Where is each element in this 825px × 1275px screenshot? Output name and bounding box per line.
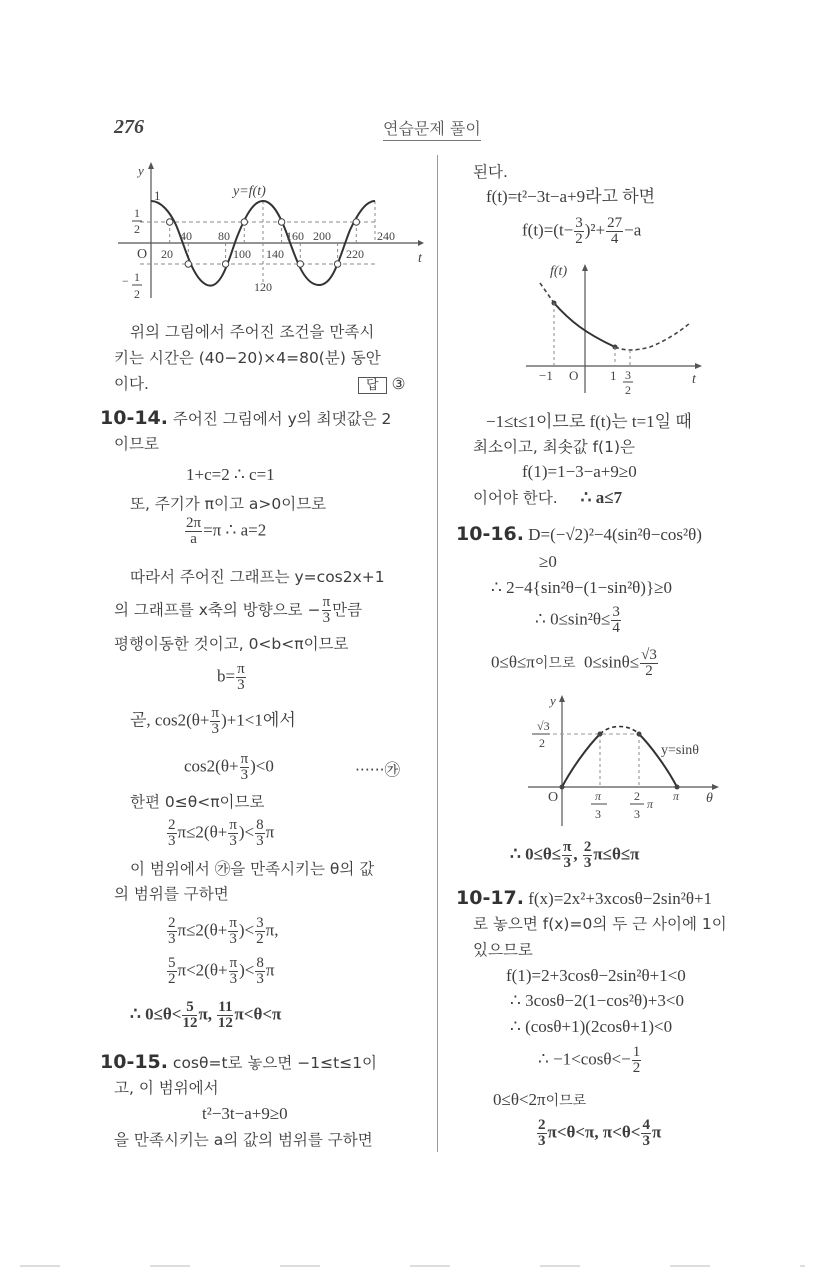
cosine-graph bbox=[100, 155, 430, 305]
p14-line10: 의 범위를 구하면 bbox=[114, 885, 229, 903]
svg-text:π: π bbox=[647, 797, 654, 811]
p16-result: ∴ 0≤θ≤ $\frac{\pi}{3}$ , $\frac{2}{3}$ π≤θ≤π bbox=[510, 839, 640, 871]
p15-cont-line2: f(t)=t²−3t−a+9라고 하면 bbox=[486, 187, 656, 206]
marker-ga: ······㉮ bbox=[355, 761, 401, 779]
problem-10-16: 10-16. D=(−√2)²−4(sin²θ−cos²θ) bbox=[456, 523, 702, 545]
svg-text:2: 2 bbox=[634, 789, 640, 803]
p13-line2: 키는 시간은 (40−20)×4=80(분) 동안 bbox=[114, 349, 381, 367]
p17-eq3: ∴ (cosθ+1)(2cosθ+1)<0 bbox=[510, 1017, 673, 1036]
svg-text:20: 20 bbox=[161, 247, 173, 261]
svg-text:y=sinθ: y=sinθ bbox=[661, 743, 699, 758]
svg-text:t: t bbox=[418, 251, 422, 266]
p17-eq2: ∴ 3cosθ−2(1−cos²θ)+3<0 bbox=[510, 991, 684, 1010]
p15-line3: 을 만족시키는 a의 값의 범위를 구하면 bbox=[114, 1131, 373, 1149]
svg-text:1: 1 bbox=[154, 188, 161, 203]
p15-line2: 고, 이 범위에서 bbox=[114, 1079, 219, 1097]
svg-text:−1: −1 bbox=[539, 368, 553, 383]
p17-eq1: f(1)=2+3cosθ−2sin²θ+1<0 bbox=[506, 966, 686, 985]
svg-text:100: 100 bbox=[233, 247, 251, 261]
svg-text:O: O bbox=[569, 368, 579, 383]
svg-text:t: t bbox=[692, 372, 696, 387]
p13-answer: 답 ③ bbox=[358, 374, 406, 394]
p14-eq4: cos2(θ+ $\frac{\pi}{3}$ )<0 bbox=[184, 751, 274, 783]
svg-text:1: 1 bbox=[610, 368, 617, 383]
p14-line8: 한편 0≤θ<π이므로 bbox=[130, 793, 265, 811]
p14-eq7: $\frac{5}{2}$ π<2(θ+ $\frac{\pi}{3}$ )< $\frac{8}{3}$ π bbox=[168, 955, 275, 987]
p17-result: $\frac{2}{3}$ π<θ<π, π<θ< $\frac{4}{3}$ π bbox=[538, 1117, 662, 1149]
y-axis-label: y bbox=[138, 163, 144, 178]
p14-line6: 평행이동한 것이고, 0<b<π이므로 bbox=[114, 635, 349, 653]
p14-line5: 의 그래프를 x축의 방향으로 − $\frac{\pi}{3}$ 만큼 bbox=[114, 594, 363, 626]
problem-number: 10-16. bbox=[456, 523, 524, 545]
svg-text:1: 1 bbox=[134, 270, 140, 284]
p17-line2: 로 놓으면 f(x)=0의 두 근 사이에 1이 bbox=[473, 915, 727, 933]
svg-text:3: 3 bbox=[625, 368, 631, 382]
problem-10-15: 10-15. cosθ=t로 놓으면 −1≤t≤1이 bbox=[100, 1051, 378, 1073]
p15-cont-line5: 이어야 한다. ∴ a≤7 bbox=[473, 488, 623, 507]
p16-eq1b: ≥0 bbox=[539, 552, 557, 571]
p17-line3: 있으므로 bbox=[473, 941, 533, 959]
p17-eq4: ∴ −1<cosθ<− $\frac{1}{2}$ bbox=[538, 1044, 641, 1076]
p15-cont-eq2: f(1)=1−3−a+9≥0 bbox=[522, 462, 637, 481]
svg-text:θ: θ bbox=[706, 791, 713, 806]
svg-text:√3: √3 bbox=[537, 719, 550, 733]
svg-text:120: 120 bbox=[254, 280, 272, 294]
p14-result: ∴ 0≤θ< $\frac{5}{12}$ π, $\frac{11}{12}$ π<θ<π bbox=[130, 999, 282, 1031]
svg-text:π: π bbox=[595, 789, 602, 803]
svg-text:2: 2 bbox=[539, 736, 545, 750]
svg-text:O: O bbox=[548, 790, 559, 805]
p14-eq3: b= $\frac{\pi}{3}$ bbox=[217, 661, 245, 693]
p14-line4: 따라서 주어진 그래프는 y=cos2x+1 bbox=[130, 568, 385, 586]
parabola-graph bbox=[500, 255, 740, 395]
problem-number: 10-15. bbox=[100, 1051, 168, 1073]
page-number: 276 bbox=[114, 116, 144, 138]
p15-cont-line4: 최소이고, 최솟값 f(1)은 bbox=[473, 438, 635, 456]
problem-10-14: 10-14. 주어진 그림에서 y의 최댓값은 2 bbox=[100, 407, 392, 429]
problem-number: 10-17. bbox=[456, 887, 524, 909]
svg-text:3: 3 bbox=[595, 807, 601, 821]
p14-eq6: $\frac{2}{3}$ π≤2(θ+ $\frac{\pi}{3}$ )< $\frac{3}{2}$ π, bbox=[168, 915, 279, 947]
svg-text:y=f(t): y=f(t) bbox=[233, 184, 266, 199]
p16-line1: 0≤θ≤π이므로 0≤sinθ≤ $\frac{√3}{2}$ bbox=[491, 647, 657, 679]
svg-text:π: π bbox=[673, 789, 680, 803]
p14-eq5: $\frac{2}{3}$ π≤2(θ+ $\frac{\pi}{3}$ )< $\frac{8}{3}$ π bbox=[168, 817, 275, 849]
p15-cont-line3: −1≤t≤1이므로 f(t)는 t=1일 때 bbox=[486, 412, 692, 431]
p15-eq1: t²−3t−a+9≥0 bbox=[202, 1104, 288, 1123]
svg-text:2: 2 bbox=[134, 222, 140, 236]
p14-line7: 곧, cos2(θ+ $\frac{\pi}{3}$ )+1<1에서 bbox=[130, 705, 296, 737]
p16-eq2: ∴ 2−4{sin²θ−(1−sin²θ)}≥0 bbox=[491, 578, 672, 597]
problem-10-17: 10-17. f(x)=2x²+3xcosθ−2sin²θ+1 bbox=[456, 887, 713, 909]
problem-number: 10-14. bbox=[100, 407, 168, 429]
svg-text:y: y bbox=[550, 693, 556, 708]
svg-text:−: − bbox=[122, 274, 129, 288]
svg-text:O: O bbox=[137, 247, 148, 262]
scan-edge-artifact bbox=[20, 1265, 805, 1267]
svg-text:40: 40 bbox=[180, 229, 192, 243]
p16-eq3: ∴ 0≤sin²θ≤ $\frac{3}{4}$ bbox=[535, 604, 620, 636]
p15-eq-completed-square: f(t)=(t− $\frac{3}{2}$ )²+ $\frac{27}{4}$ −a bbox=[522, 215, 642, 247]
p13-line1: 위의 그림에서 주어진 조건을 만족시 bbox=[130, 323, 375, 341]
svg-text:2: 2 bbox=[625, 383, 631, 395]
p14-line2: 이므로 bbox=[114, 435, 159, 453]
p14-eq2: $\frac{2\pi}{a}$ =π ∴ a=2 bbox=[186, 515, 267, 547]
p17-line4: 0≤θ<2π이므로 bbox=[493, 1090, 587, 1109]
svg-text:140: 140 bbox=[266, 247, 284, 261]
svg-text:160: 160 bbox=[286, 229, 304, 243]
column-divider bbox=[437, 155, 438, 1152]
sine-graph bbox=[510, 688, 740, 828]
svg-text:80: 80 bbox=[218, 229, 230, 243]
svg-text:240: 240 bbox=[377, 229, 395, 243]
p14-line3: 또, 주기가 π이고 a>0이므로 bbox=[130, 495, 327, 513]
svg-text:200: 200 bbox=[313, 229, 331, 243]
answer-box: 답 bbox=[358, 377, 387, 394]
p14-line9: 이 범위에서 ㉮을 만족시키는 θ의 값 bbox=[130, 860, 375, 878]
svg-text:220: 220 bbox=[346, 247, 364, 261]
p14-eq1: 1+c=2 ∴ c=1 bbox=[186, 465, 275, 484]
svg-text:2: 2 bbox=[134, 287, 140, 301]
svg-text:1: 1 bbox=[134, 206, 140, 220]
page-header: 연습문제 풀이 bbox=[383, 116, 481, 141]
p15-cont-line1: 된다. bbox=[473, 163, 508, 181]
p13-line3: 이다. bbox=[114, 375, 149, 393]
svg-text:f(t): f(t) bbox=[550, 264, 568, 279]
svg-text:3: 3 bbox=[634, 807, 640, 821]
